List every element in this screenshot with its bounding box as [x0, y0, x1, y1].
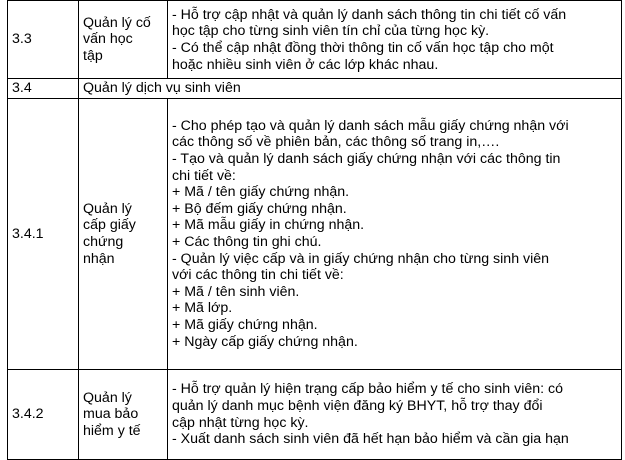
requirements-table: [7, 0, 622, 460]
description-line: - Cho phép tạo và quản lý danh sách mẫu giấy chứng nhận với: [172, 117, 569, 134]
description-line: + Bộ đếm giấy chứng nhận.: [172, 200, 347, 217]
description-line: với các thông tin chi tiết về:: [172, 267, 344, 284]
description-line: - Hỗ trợ cập nhật và quản lý danh sách thông tin chi tiết cố vấn: [172, 6, 567, 23]
section-title-cell: [79, 79, 622, 99]
description-line: + Mã mẫu giấy in chứng nhận.: [172, 217, 365, 234]
description-line: + Mã lớp.: [172, 300, 233, 317]
row-number: 3.4: [8, 79, 79, 99]
description-line: + Mã / tên sinh viên.: [172, 283, 300, 300]
function-name-line: vấn học: [83, 31, 133, 48]
function-name-line: nhận: [83, 250, 115, 267]
description-cell: [168, 370, 622, 460]
description-line: - Có thể cập nhật đồng thời thông tin cố vấn học tập cho một: [172, 40, 554, 56]
function-name-line: Quản lý: [83, 200, 132, 217]
function-name-line: chứng: [83, 234, 124, 250]
description-line: + Mã / tên giấy chứng nhận.: [172, 184, 350, 201]
row-number: 3.3: [8, 1, 79, 79]
table-row-3-4-2: [8, 370, 622, 460]
description-line: học tập cho từng sinh viên tín chỉ của từng học kỳ.: [172, 23, 490, 40]
description-line: + Ngày cấp giấy chứng nhận.: [172, 333, 358, 350]
description-line: - Quản lý việc cấp và in giấy chứng nhận cho từng sinh viên: [172, 250, 550, 267]
function-name-cell: [79, 1, 168, 79]
function-name-line: Quản lý cố: [83, 14, 151, 31]
function-name-line: tập: [83, 47, 103, 64]
description-line: cập nhật từng học kỳ.: [172, 414, 309, 431]
description-line: - Tạo và quản lý danh sách giấy chứng nhận với các thông tin: [172, 151, 561, 168]
description-line: các thông số về phiên bản, các thông số trang in,….: [172, 134, 500, 151]
row-number: 3.4.1: [8, 99, 79, 370]
function-name-line: hiểm y tế: [83, 422, 141, 439]
row-number: 3.4.2: [8, 370, 79, 460]
table-row-3-4-1: [8, 99, 622, 370]
function-name-line: Quản lý: [83, 389, 132, 406]
function-name-line: mua bảo: [83, 406, 139, 423]
description-line: chi tiết về:: [172, 167, 236, 184]
function-name-cell: [79, 370, 168, 460]
description-line: - Hỗ trợ quản lý hiện trạng cấp bảo hiểm y tế cho sinh viên: có: [172, 381, 564, 398]
function-name-cell: [79, 99, 168, 370]
description-line: quản lý danh mục bệnh viện đăng ký BHYT, hỗ trợ thay đổi: [172, 397, 543, 414]
description-line: + Các thông tin ghi chú.: [172, 234, 322, 250]
description-line: - Xuất danh sách sinh viên đã hết hạn bảo hiểm và cần gia hạn: [172, 431, 569, 448]
description-cell: [168, 99, 622, 370]
function-name-line: cấp giấy: [83, 217, 136, 234]
section-title: Quản lý dịch vụ sinh viên: [83, 80, 241, 97]
description-line: hoặc nhiều sinh viên ở các lớp khác nhau.: [172, 56, 439, 73]
table-row-3-4: [8, 79, 622, 99]
table-row-3-3: [8, 1, 622, 79]
description-cell: [168, 1, 622, 79]
description-line: + Mã giấy chứng nhận.: [172, 316, 318, 333]
